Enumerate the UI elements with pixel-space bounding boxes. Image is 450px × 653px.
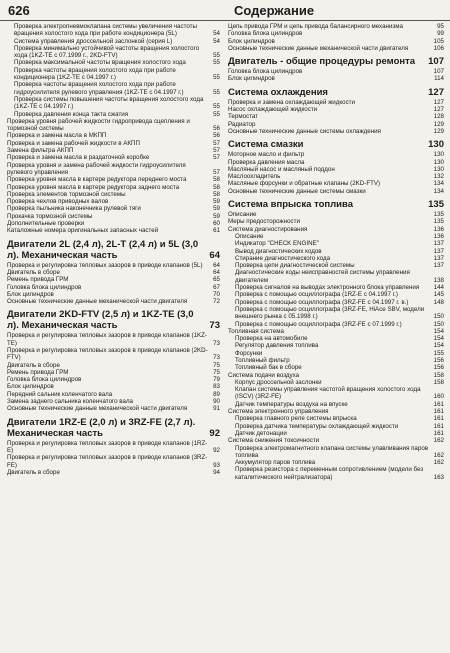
toc-entry-page: 57 — [213, 168, 220, 176]
toc-entry — [7, 132, 220, 139]
toc-entry-page: 91 — [213, 405, 220, 413]
toc-entry — [7, 398, 220, 405]
toc-entry-title: Проверка с помощью осциллографа (3RZ-FE, HiAce SBV, модели внешнего рынка с 05.1998 г.) — [235, 305, 425, 321]
toc-entry-page: 161 — [433, 400, 444, 408]
toc-entry — [228, 321, 444, 328]
toc-entry — [228, 240, 444, 247]
toc-entry-page: 55 — [213, 59, 220, 67]
toc-entry-title: Система впрыска топлива — [228, 199, 354, 211]
toc-entry-title: Система снижения токсичности — [228, 437, 320, 445]
toc-entry-title: Проверка электромагнитного клапана системы улавливания паров топлива — [235, 444, 429, 459]
toc-entry — [7, 227, 220, 234]
toc-entry — [7, 81, 220, 96]
toc-entry — [228, 68, 444, 75]
toc-entry — [228, 173, 444, 180]
toc-entry-title: Проверка элементов тормозной системы — [7, 190, 126, 198]
toc-entry-title: Проверка уровня масла в картере редуктора заднего моста — [7, 183, 180, 191]
toc-entry-title: Система подачи воздуха — [228, 371, 300, 379]
toc-entry-title: Датчик температуры воздуха на впуске — [235, 400, 348, 408]
toc-chapter — [7, 309, 220, 331]
toc-entry-page: 105 — [433, 37, 444, 45]
toc-entry-title: Блок цилиндров — [7, 383, 54, 391]
toc-entry — [7, 347, 220, 362]
toc-entry — [228, 459, 444, 466]
toc-entry-title: Насос охлаждающей жидкости — [228, 106, 318, 114]
toc-entry-title: Аккумулятор паров топлива — [235, 459, 316, 467]
toc-chapter — [7, 239, 220, 261]
toc-entry-title: Проверка с помощью осциллографа (3RZ-FE с 04.1997 г. в.) — [235, 298, 409, 306]
toc-entry-title: Основные технические данные механической части двигателя — [7, 405, 188, 413]
toc-entry-page: 137 — [433, 247, 444, 255]
toc-left-column — [7, 23, 220, 476]
toc-entry-title: Проверка главного реле системы впрыска — [235, 415, 357, 423]
toc-entry-page: 107 — [433, 68, 444, 76]
toc-entry-title: Проверка с помощью осциллографа (3RZ-FE с 07.1999 г.) — [235, 320, 402, 328]
toc-entry — [7, 176, 220, 183]
toc-entry-page: 93 — [213, 461, 220, 469]
toc-entry — [7, 369, 220, 376]
toc-entry-page: 135 — [428, 199, 444, 211]
toc-entry — [7, 67, 220, 82]
toc-entry-title: Радиатор — [228, 120, 256, 128]
toc-entry-page: 135 — [433, 211, 444, 219]
toc-entry — [228, 328, 444, 335]
toc-entry — [7, 269, 220, 276]
toc-entry-page: 137 — [433, 262, 444, 270]
toc-entry-title: Проверка частоты вращения холостого хода при работе гидроусилителя рулевого управления (1KZ-TE с 04.1997 г.) — [14, 81, 184, 96]
toc-entry — [228, 430, 444, 437]
toc-entry-title: Маслоохладитель — [228, 173, 281, 181]
toc-entry — [7, 213, 220, 220]
toc-entry-title: Диагностические коды неисправностей системы управления двигателем — [235, 269, 410, 284]
toc-entry-page: 72 — [213, 298, 220, 306]
toc-entry-title: Датчик детонации — [235, 429, 287, 437]
toc-entry-title: Двигатель в сборе — [7, 468, 60, 476]
toc-entry-title: Проверка и замена масла в раздаточной коробке — [7, 154, 150, 162]
toc-entry-page: 55 — [213, 52, 220, 60]
toc-entry — [228, 233, 444, 240]
toc-entry-page: 158 — [433, 378, 444, 386]
toc-entry-title: Блок цилиндров — [228, 37, 275, 45]
toc-chapter — [228, 56, 444, 67]
toc-entry-title: Клапан системы управления частотой вращения холостого хода (ISCV) (3RZ-FE) — [235, 386, 421, 401]
toc-entry-title: Блок цилиндров — [228, 75, 275, 83]
toc-entry-page: 154 — [433, 342, 444, 350]
toc-entry-title: Проверка и замена масла в МКПП — [7, 132, 107, 140]
toc-entry-page: 162 — [433, 459, 444, 467]
toc-entry-title: Ремень привода ГРМ — [7, 368, 69, 376]
toc-entry-page: 155 — [433, 349, 444, 357]
toc-entry — [228, 106, 444, 113]
toc-entry-page: 128 — [433, 113, 444, 121]
toc-entry — [228, 379, 444, 386]
toc-entry-title: Проверка и регулировка тепловых зазоров в приводе клапанов (3RZ-FE) — [7, 454, 208, 469]
toc-right-column — [228, 23, 444, 481]
toc-entry-title: Ремень привода ГРМ — [7, 276, 69, 284]
toc-entry — [7, 38, 220, 45]
toc-entry-page: 130 — [433, 151, 444, 159]
toc-entry-title: Проверка и регулировка тепловых зазоров в приводе клапанов (1KZ-TE) — [7, 332, 207, 347]
toc-entry — [7, 96, 220, 111]
toc-entry — [7, 140, 220, 147]
toc-entry — [7, 198, 220, 205]
toc-entry-page: 67 — [213, 283, 220, 291]
toc-entry-page: 56 — [213, 125, 220, 133]
toc-entry-title: Проверка и регулировка тепловых зазоров в приводе клапанов (1RZ-E) — [7, 439, 208, 454]
toc-entry-page: 94 — [213, 468, 220, 476]
toc-entry — [7, 162, 220, 177]
toc-entry-page: 59 — [213, 198, 220, 206]
toc-entry-page: 58 — [213, 176, 220, 184]
toc-entry-title: Система диагностирования — [228, 225, 308, 233]
toc-entry-page: 158 — [433, 371, 444, 379]
toc-entry — [7, 469, 220, 476]
toc-entry-page: 73 — [213, 354, 220, 362]
toc-entry — [7, 391, 220, 398]
toc-chapter — [228, 199, 444, 210]
toc-entry-page: 61 — [213, 227, 220, 235]
toc-entry — [7, 45, 220, 60]
toc-entry-page: 57 — [213, 154, 220, 162]
toc-entry-page: 57 — [213, 147, 220, 155]
toc-entry-page: 137 — [433, 254, 444, 262]
toc-entry-title: Проверка частоты вращения холостого хода при работе кондиционера (1KZ-TE с 04.1997 г.) — [14, 66, 176, 82]
toc-entry-page: 55 — [213, 74, 220, 82]
toc-entry-page: 154 — [433, 327, 444, 335]
toc-entry-page: 134 — [433, 180, 444, 188]
toc-entry-title: Основные технические данные механической части двигателя — [228, 44, 409, 52]
page-header — [0, 0, 450, 21]
toc-entry — [228, 38, 444, 45]
toc-entry-title: Блок цилиндров — [7, 290, 54, 298]
toc-entry — [228, 128, 444, 135]
toc-entry-title: Головка блока цилиндров — [7, 283, 82, 291]
toc-entry-page: 150 — [433, 320, 444, 328]
toc-entry-title: Проверка датчика температуры охлаждающей жидкости — [235, 422, 399, 430]
toc-entry-title: Двигатели 2L (2,4 л), 2L-T (2,4 л) и 5L (3,0 л). Механическая часть — [7, 238, 199, 261]
toc-entry-title: Проверка и замена рабочей жидкости в АКПП — [7, 139, 140, 147]
toc-entry-page: 75 — [213, 368, 220, 376]
toc-entry-page: 59 — [213, 212, 220, 220]
toc-entry — [7, 276, 220, 283]
toc-entry — [228, 226, 444, 233]
toc-entry-page: 156 — [433, 356, 444, 364]
toc-entry — [228, 45, 444, 52]
toc-entry-page: 163 — [433, 473, 444, 481]
toc-entry — [7, 262, 220, 269]
toc-entry — [228, 99, 444, 106]
toc-entry — [228, 75, 444, 82]
toc-entry-title: Основные технические данные системы смазки — [228, 187, 366, 195]
toc-entry — [228, 269, 444, 284]
toc-entry-title: Замена фильтра АКПП — [7, 147, 74, 155]
toc-entry — [7, 220, 220, 227]
page-title: Содержание — [234, 3, 315, 18]
toc-entry — [228, 284, 444, 291]
toc-entry-title: Проверка давления конца такта сжатия — [14, 110, 129, 118]
toc-entry-title: Проверка пыльника наконечника рулевой тяги — [7, 205, 141, 213]
toc-entry-page: 136 — [433, 225, 444, 233]
toc-entry-title: Проверка сигналов на выводах электронного блока управления — [235, 284, 420, 292]
toc-entry-page: 59 — [213, 205, 220, 213]
toc-entry-page: 127 — [428, 86, 444, 98]
toc-entry-page: 75 — [213, 361, 220, 369]
toc-entry — [7, 284, 220, 291]
toc-chapter — [228, 87, 444, 98]
toc-entry-page: 144 — [433, 284, 444, 292]
toc-entry — [7, 362, 220, 369]
toc-entry — [228, 255, 444, 262]
toc-entry — [228, 180, 444, 187]
toc-entry-page: 79 — [213, 376, 220, 384]
toc-entry-page: 95 — [437, 23, 444, 30]
toc-entry-page: 127 — [433, 98, 444, 106]
toc-entry-page: 55 — [213, 103, 220, 111]
toc-entry-page: 162 — [433, 437, 444, 445]
toc-entry — [7, 376, 220, 383]
toc-entry — [228, 466, 444, 481]
toc-entry-page: 161 — [433, 422, 444, 430]
toc-entry-page: 162 — [433, 451, 444, 459]
toc-entry-title: Моторное масло и фильтр — [228, 151, 305, 159]
toc-entry-page: 56 — [213, 132, 220, 140]
toc-entry-title: Проверка системы повышения частоты вращения холостого хода (1KZ-TE с 04.1997 г.) — [14, 95, 204, 111]
toc-entry — [228, 335, 444, 342]
toc-entry-page: 145 — [433, 291, 444, 299]
toc-entry-title: Термостат — [228, 113, 259, 121]
toc-entry — [228, 291, 444, 298]
toc-entry-title: Двигатель в сборе — [7, 268, 60, 276]
toc-entry-page: 57 — [213, 139, 220, 147]
toc-entry-title: Топливная система — [228, 327, 284, 335]
toc-entry — [228, 23, 444, 30]
toc-entry-page: 55 — [213, 110, 220, 118]
toc-entry — [228, 437, 444, 444]
toc-entry — [228, 218, 444, 225]
toc-entry — [228, 113, 444, 120]
toc-entry-page: 54 — [213, 30, 220, 38]
toc-entry — [228, 299, 444, 306]
toc-entry-title: Форсунки — [235, 349, 263, 357]
toc-entry-title: Проверка и регулировка тепловых зазоров в приводе клапанов (5L) — [7, 261, 203, 269]
toc-entry-page: 161 — [433, 415, 444, 423]
toc-entry-title: Двигатель в сборе — [7, 361, 60, 369]
toc-entry-title: Масляные форсунки и обратные клапаны (2KD-FTV) — [228, 180, 381, 188]
toc-entry-title: Передний сальник коленчатого вала — [7, 390, 113, 398]
toc-entry — [228, 415, 444, 422]
toc-entry-page: 138 — [433, 276, 444, 284]
toc-entry-page: 70 — [213, 290, 220, 298]
toc-entry-title: Каталожные номера оригинальных запасных частей — [7, 227, 159, 235]
toc-entry-page: 55 — [213, 88, 220, 96]
toc-entry — [228, 262, 444, 269]
toc-entry-page: 161 — [433, 429, 444, 437]
toc-entry-title: Описание — [235, 232, 264, 240]
toc-entry — [7, 111, 220, 118]
toc-entry-title: Масляный насос и масляный поддон — [228, 165, 335, 173]
toc-entry — [228, 166, 444, 173]
toc-entry-page: 150 — [433, 313, 444, 321]
toc-entry-page: 64 — [213, 261, 220, 269]
toc-entry-page: 73 — [209, 320, 220, 332]
toc-entry-page: 106 — [433, 44, 444, 52]
toc-entry-title: Проверка чехлов приводных валов — [7, 198, 109, 206]
toc-entry-page: 64 — [209, 249, 220, 261]
toc-entry-page: 129 — [433, 127, 444, 135]
toc-entry — [7, 454, 220, 469]
toc-entry — [228, 342, 444, 349]
toc-entry — [228, 188, 444, 195]
toc-entry-title: Система охлаждения — [228, 86, 328, 98]
toc-entry-title: Головка блока цилиндров — [228, 68, 303, 76]
toc-entry-page: 54 — [213, 37, 220, 45]
toc-entry — [7, 205, 220, 212]
toc-entry-title: Проверка уровня масла в картере редуктора переднего моста — [7, 176, 187, 184]
toc-entry — [7, 291, 220, 298]
toc-entry — [7, 383, 220, 390]
toc-entry-page: 127 — [433, 106, 444, 114]
toc-entry-page: 132 — [433, 173, 444, 181]
toc-entry-title: Проверка электропневмоклапана системы увеличения частоты вращения холостого хода при работе кондиционера (5L) — [14, 23, 197, 38]
toc-entry-title: Дополнительные проверки — [7, 220, 85, 228]
toc-entry-title: Замена заднего сальника коленчатого вала — [7, 398, 133, 406]
toc-entry — [228, 211, 444, 218]
toc-entry-title: Система смазки — [228, 139, 304, 151]
toc-entry-page: 148 — [433, 298, 444, 306]
toc-entry-page: 65 — [213, 276, 220, 284]
toc-entry — [228, 445, 444, 460]
toc-entry-page: 64 — [213, 268, 220, 276]
toc-entry — [228, 364, 444, 371]
toc-entry-title: Основные технические данные механической части двигателя — [7, 298, 188, 306]
toc-entry — [7, 191, 220, 198]
toc-entry — [228, 372, 444, 379]
toc-entry-page: 160 — [433, 393, 444, 401]
toc-entry-page: 92 — [213, 446, 220, 454]
toc-entry-title: Головка блока цилиндров — [7, 376, 82, 384]
toc-entry-page: 130 — [433, 158, 444, 166]
toc-entry-title: Проверка максимальной частоты вращения холостого хода — [14, 59, 186, 67]
toc-entry-title: Проверка резистора с переменным сопротивлением (модели без каталитического нейтрализатора) — [235, 466, 424, 481]
toc-entry — [7, 405, 220, 412]
toc-entry-page: 114 — [434, 75, 444, 83]
toc-entry-page: 92 — [209, 427, 220, 439]
toc-entry-title: Топливный бак в сборе — [235, 364, 302, 372]
toc-entry-title: Двигатели 1RZ-E (2,0 л) и 3RZ-FE (2,7 л). Механическая часть — [7, 416, 196, 439]
toc-entry — [228, 151, 444, 158]
toc-entry-page: 136 — [433, 232, 444, 240]
toc-entry-page: 130 — [433, 165, 444, 173]
toc-entry-title: Проверка и замена охлаждающей жидкости — [228, 98, 355, 106]
toc-entry — [7, 440, 220, 455]
toc-entry-title: Проверка на автомобиле — [235, 335, 308, 343]
toc-entry-title: Цепь привода ГРМ и цепь привода балансирного механизма — [228, 23, 403, 30]
toc-entry-page: 161 — [433, 408, 444, 416]
toc-entry-page: 90 — [213, 398, 220, 406]
toc-entry — [228, 306, 444, 321]
toc-entry-title: Стирание диагностического кода — [235, 254, 331, 262]
toc-entry-title: Регулятор давления топлива — [235, 342, 319, 350]
toc-entry-page: 83 — [213, 383, 220, 391]
toc-entry — [228, 423, 444, 430]
toc-entry — [228, 30, 444, 37]
toc-entry-title: Система управления дроссельной заслонкой (серия L) — [14, 37, 173, 45]
toc-entry — [7, 154, 220, 161]
toc-entry — [228, 386, 444, 401]
toc-entry-page: 134 — [433, 187, 444, 195]
toc-entry-page: 89 — [213, 390, 220, 398]
toc-entry-page: 135 — [433, 218, 444, 226]
toc-entry-title: Основные технические данные системы охлаждения — [228, 127, 381, 135]
toc-entry — [228, 408, 444, 415]
toc-entry-page: 130 — [428, 139, 444, 151]
toc-entry-title: Проверка и регулировка тепловых зазоров в приводе клапанов (2KD-FTV) — [7, 346, 208, 362]
toc-entry-page: 73 — [213, 339, 220, 347]
toc-entry-title: Индикатор "CHECK ENGINE" — [235, 240, 319, 248]
page-number: 626 — [8, 3, 30, 18]
toc-entry-title: Описание — [228, 211, 257, 219]
toc-entry — [7, 184, 220, 191]
toc-entry — [228, 159, 444, 166]
toc-entry-title: Двигатель - общие процедуры ремонта — [228, 56, 416, 68]
toc-entry-title: Корпус дроссельной заслонки — [235, 378, 322, 386]
toc-entry — [228, 357, 444, 364]
toc-chapter — [7, 417, 220, 439]
toc-entry-page: 137 — [433, 240, 444, 248]
toc-entry-title: Топливный фильтр — [235, 356, 290, 364]
toc-entry-title: Проверка с помощью осциллографа (1RZ-E с 04.1997 г.) — [235, 291, 398, 299]
toc-chapter — [228, 139, 444, 150]
toc-entry — [228, 350, 444, 357]
toc-entry-page: 156 — [433, 364, 444, 372]
toc-entry-page: 60 — [213, 220, 220, 228]
toc-entry — [228, 248, 444, 255]
toc-entry-title: Вывод диагностических кодов — [235, 247, 322, 255]
toc-entry — [228, 401, 444, 408]
toc-entry — [7, 118, 220, 133]
toc-entry-title: Проверка уровня рабочей жидкости гидропривода сцепления и тормозной системы — [7, 117, 190, 133]
toc-entry-page: 99 — [437, 30, 444, 38]
toc-entry-title: Проверка минимально устойчивой частоты вращения холостого хода (1KZ-TE с 07.1999 г., 2KD-FTV) — [14, 44, 200, 60]
toc-entry — [7, 23, 220, 38]
toc-entry-title: Проверка уровня и замена рабочей жидкости гидроусилителя рулевого управления — [7, 161, 186, 176]
toc-entry-title: Меры предосторожности — [228, 218, 300, 226]
toc-entry-page: 129 — [433, 120, 444, 128]
toc-entry — [7, 298, 220, 305]
toc-entry-page: 107 — [428, 56, 444, 68]
toc-entry-page: 58 — [213, 190, 220, 198]
toc-entry-title: Прокачка тормозной системы — [7, 212, 93, 220]
toc-entry — [7, 59, 220, 66]
toc-entry-title: Головка блока цилиндров — [228, 30, 303, 38]
toc-entry-title: Система электронного управления — [228, 408, 329, 416]
toc-entry-title: Двигатели 2KD-FTV (2,5 л) и 1KZ-TE (3,0 л). Механическая часть — [7, 309, 194, 332]
toc-entry-title: Проверка давления масла — [228, 158, 305, 166]
toc-entry-title: Проверка цепи диагностической системы — [235, 262, 355, 270]
toc-entry — [228, 121, 444, 128]
toc-entry-page: 58 — [213, 183, 220, 191]
toc-entry — [7, 147, 220, 154]
toc-entry — [7, 332, 220, 347]
toc-entry-page: 154 — [433, 335, 444, 343]
